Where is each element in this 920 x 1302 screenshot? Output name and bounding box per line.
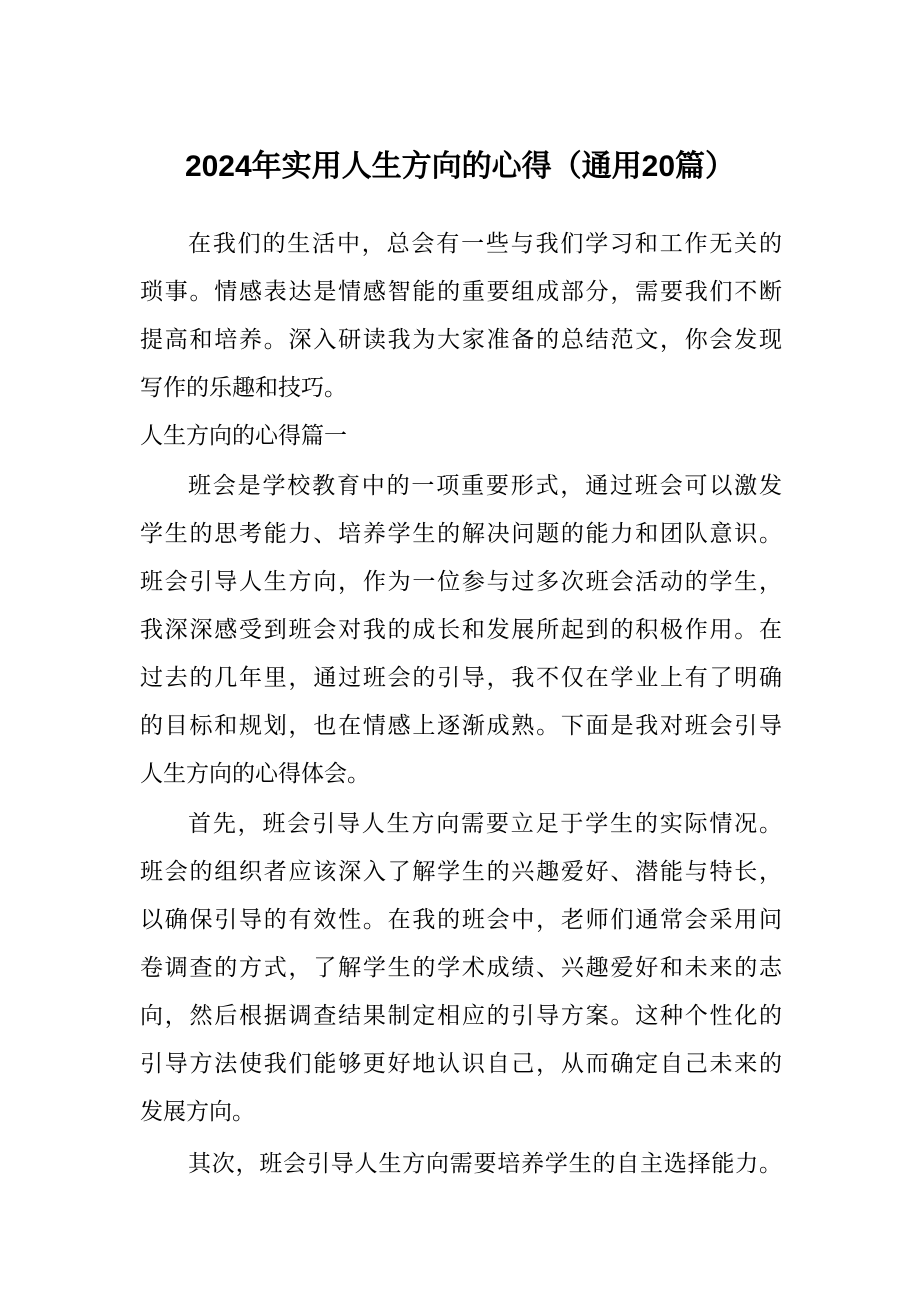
text-line: 写作的乐趣和技巧。 [140, 375, 347, 401]
text-line: 首先，班会引导人生方向需要立足于学生的实际情况。 [188, 811, 782, 837]
text-line: 人生方向的心得体会。 [140, 761, 370, 787]
text-line: 学生的思考能力、培养学生的解决问题的能力和团队意识。 [140, 521, 782, 547]
text-line: 其次，班会引导人生方向需要培养学生的自主选择能力。 [188, 1151, 782, 1177]
document-title: 2024年实用人生方向的心得（通用20篇） [184, 150, 736, 183]
text-line: 卷调查的方式，了解学生的学术成绩、兴趣爱好和未来的志 [140, 955, 782, 981]
text-line: 在我们的生活中，总会有一些与我们学习和工作无关的 [188, 231, 782, 257]
text-line: 提高和培养。深入研读我为大家准备的总结范文，你会发现 [140, 327, 782, 353]
text-line: 班会是学校教育中的一项重要形式，通过班会可以激发 [188, 473, 782, 499]
intro-paragraph [140, 220, 782, 412]
text-line: 班会的组织者应该深入了解学生的兴趣爱好、潜能与特长， [140, 859, 782, 885]
body-paragraph-2 [140, 800, 782, 1136]
text-line: 我深深感受到班会对我的成长和发展所起到的积极作用。在 [140, 617, 782, 643]
text-line: 班会引导人生方向，作为一位参与过多次班会活动的学生， [140, 569, 782, 595]
text-line: 引导方法使我们能够更好地认识自己，从而确定自己未来的 [140, 1051, 782, 1077]
text-line: 向，然后根据调查结果制定相应的引导方案。这种个性化的 [140, 1003, 782, 1029]
text-line: 琐事。情感表达是情感智能的重要组成部分，需要我们不断 [140, 279, 782, 305]
text-line: 过去的几年里，通过班会的引导，我不仅在学业上有了明确 [140, 665, 782, 691]
section-heading [140, 412, 782, 460]
text-line: 发展方向。 [140, 1099, 255, 1125]
body-paragraph-3 [140, 1140, 782, 1188]
body-paragraph-1 [140, 462, 782, 798]
text-line: 以确保引导的有效性。在我的班会中，老师们通常会采用问 [140, 907, 782, 933]
section-heading-text: 人生方向的心得篇一 [140, 423, 347, 449]
text-line: 的目标和规划，也在情感上逐渐成熟。下面是我对班会引导 [140, 713, 782, 739]
